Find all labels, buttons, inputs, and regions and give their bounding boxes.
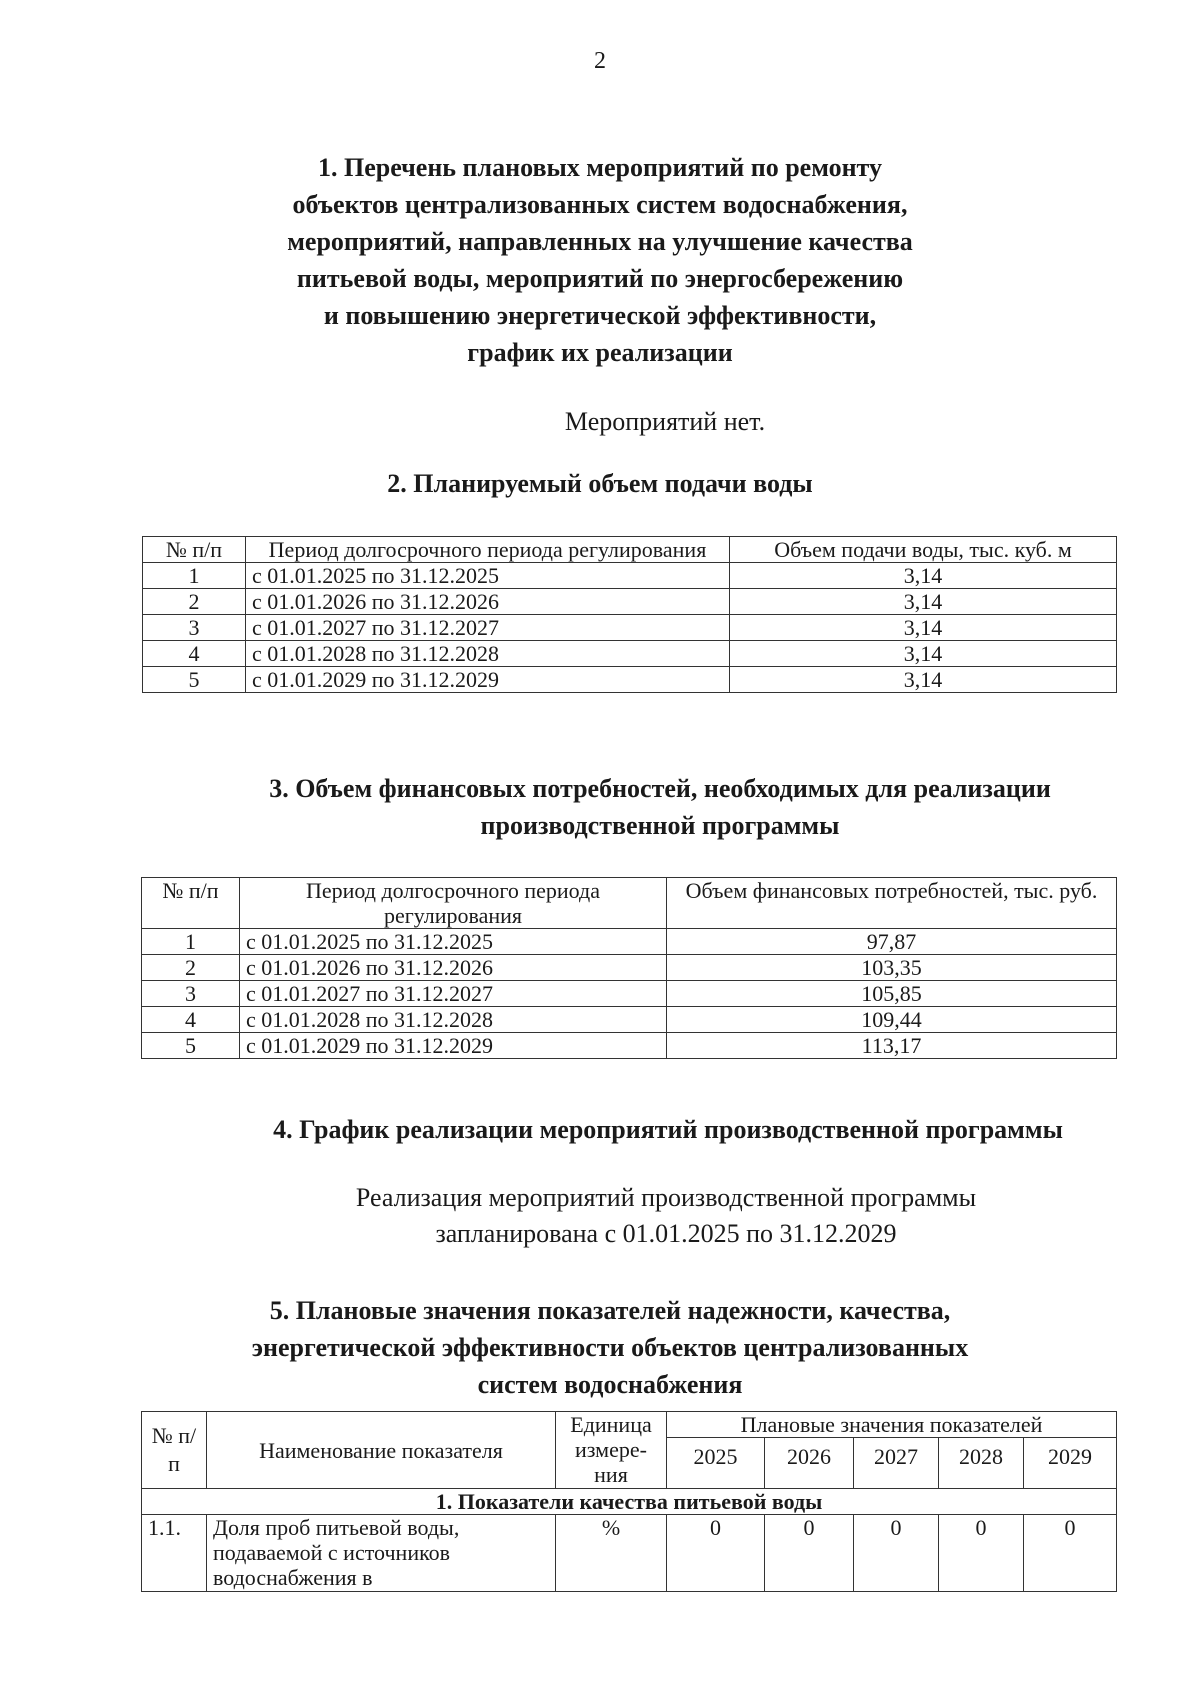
cell-num: 4 — [143, 641, 246, 667]
table-row — [143, 667, 1117, 693]
title-line: и повышению энергетической эффективности, — [323, 301, 877, 330]
cell-amount: 113,17 — [667, 1033, 1117, 1059]
table-header-row — [142, 1412, 1117, 1438]
cell-amount: 105,85 — [667, 981, 1117, 1007]
text-line: запланирована с 01.01.2025 по 31.12.2029 — [435, 1219, 897, 1248]
cell-volume: 3,14 — [730, 589, 1117, 615]
header-unit: Единица измере-ния — [556, 1412, 667, 1489]
title-line: систем водоснабжения — [477, 1370, 743, 1399]
table-row — [142, 929, 1117, 955]
table-row — [143, 641, 1117, 667]
title-line: питьевой воды, мероприятий по энергосбережению — [296, 264, 904, 293]
cell-volume: 3,14 — [730, 641, 1117, 667]
header-planned: Плановые значения показателей — [667, 1412, 1117, 1438]
cell-period: с 01.01.2026 по 31.12.2026 — [246, 589, 730, 615]
title-line: мероприятий, направленных на улучшение качества — [287, 227, 913, 256]
section-5-title — [10, 1292, 1200, 1403]
text-line: Реализация мероприятий производственной программы — [355, 1183, 977, 1212]
cell-value: 0 — [1024, 1515, 1117, 1592]
cell-volume: 3,14 — [730, 615, 1117, 641]
supply-volume-table — [142, 536, 1117, 693]
cell-amount: 97,87 — [667, 929, 1117, 955]
header-period: Период долгосрочного периода регулирования — [240, 878, 667, 929]
cell-period: с 01.01.2027 по 31.12.2027 — [240, 981, 667, 1007]
header-financial: Объем финансовых потребностей, тыс. руб. — [667, 878, 1117, 929]
table-row — [143, 563, 1117, 589]
section-3-title — [60, 770, 1200, 844]
title-line: производственной программы — [480, 811, 840, 840]
header-name: Наименование показателя — [207, 1412, 556, 1489]
cell-period: с 01.01.2028 по 31.12.2028 — [240, 1007, 667, 1033]
cell-value: 0 — [939, 1515, 1024, 1592]
cell-num: 5 — [143, 667, 246, 693]
cell-value: 0 — [765, 1515, 854, 1592]
cell-period: с 01.01.2028 по 31.12.2028 — [246, 641, 730, 667]
table-row — [142, 981, 1117, 1007]
header-num: № п/п — [142, 878, 240, 929]
table-header-row — [143, 537, 1117, 563]
title-line: энергетической эффективности объектов централизованных — [251, 1333, 969, 1362]
header-year: 2027 — [854, 1438, 939, 1489]
title-line: 5. Плановые значения показателей надежности, качества, — [269, 1296, 951, 1325]
header-period: Период долгосрочного периода регулирования — [246, 537, 730, 563]
section-row — [142, 1489, 1117, 1515]
header-num: № п/п — [143, 537, 246, 563]
cell-num: 5 — [142, 1033, 240, 1059]
header-year: 2028 — [939, 1438, 1024, 1489]
cell-num: 4 — [142, 1007, 240, 1033]
title-line: объектов централизованных систем водоснабжения, — [292, 190, 908, 219]
cell-num: 1.1. — [142, 1515, 207, 1592]
section-4-text — [266, 1180, 1066, 1252]
cell-period: с 01.01.2025 по 31.12.2025 — [240, 929, 667, 955]
cell-num: 2 — [142, 955, 240, 981]
table-row — [142, 955, 1117, 981]
title-line: 1. Перечень плановых мероприятий по ремонту — [318, 153, 882, 182]
cell-value: 0 — [667, 1515, 765, 1592]
section-label: 1. Показатели качества питьевой воды — [142, 1489, 1117, 1515]
header-year: 2026 — [765, 1438, 854, 1489]
cell-unit: % — [556, 1515, 667, 1592]
cell-volume: 3,14 — [730, 563, 1117, 589]
header-num: № п/п — [142, 1412, 207, 1489]
cell-num: 3 — [143, 615, 246, 641]
cell-name: Доля проб питьевой воды, подаваемой с источников водоснабжения в — [207, 1515, 556, 1592]
cell-num: 2 — [143, 589, 246, 615]
title-line: график их реализации — [467, 338, 733, 367]
cell-period: с 01.01.2029 по 31.12.2029 — [246, 667, 730, 693]
cell-amount: 109,44 — [667, 1007, 1117, 1033]
cell-num: 3 — [142, 981, 240, 1007]
section-1-title — [0, 149, 1200, 371]
table-header-row — [142, 878, 1117, 929]
section-2-title: 2. Планируемый объем подачи воды — [387, 469, 813, 498]
cell-amount: 103,35 — [667, 955, 1117, 981]
cell-num: 1 — [143, 563, 246, 589]
cell-period: с 01.01.2027 по 31.12.2027 — [246, 615, 730, 641]
financial-needs-table — [141, 877, 1117, 1059]
table-row — [142, 1007, 1117, 1033]
indicators-table — [141, 1411, 1117, 1592]
cell-value: 0 — [854, 1515, 939, 1592]
cell-period: с 01.01.2026 по 31.12.2026 — [240, 955, 667, 981]
header-year: 2025 — [667, 1438, 765, 1489]
cell-num: 1 — [142, 929, 240, 955]
title-line: 3. Объем финансовых потребностей, необходимых для реализации — [269, 774, 1051, 803]
cell-period: с 01.01.2025 по 31.12.2025 — [246, 563, 730, 589]
section-4-title: 4. График реализации мероприятий производственной программы — [273, 1115, 1063, 1144]
cell-period: с 01.01.2029 по 31.12.2029 — [240, 1033, 667, 1059]
header-volume: Объем подачи воды, тыс. куб. м — [730, 537, 1117, 563]
page-number: 2 — [594, 48, 606, 74]
table-row — [142, 1033, 1117, 1059]
table-row — [143, 589, 1117, 615]
table-row — [142, 1515, 1117, 1592]
table-row — [143, 615, 1117, 641]
header-year: 2029 — [1024, 1438, 1117, 1489]
cell-volume: 3,14 — [730, 667, 1117, 693]
section-1-note: Мероприятий нет. — [564, 407, 766, 436]
